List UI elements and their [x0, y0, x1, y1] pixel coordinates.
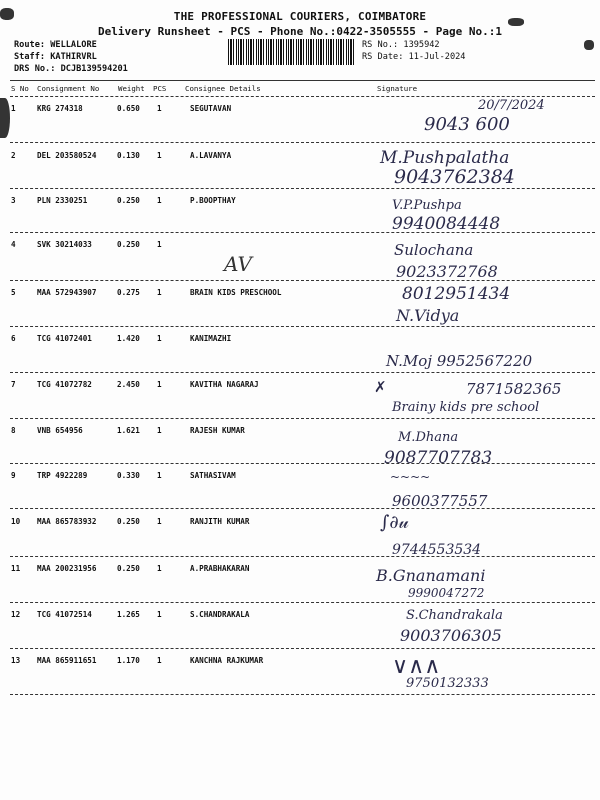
handwriting-row4-phone: 9023372768	[396, 262, 498, 281]
row-divider	[10, 463, 595, 464]
row-divider	[10, 556, 595, 557]
row-consignee: A.LAVANYA	[190, 151, 232, 160]
row-sno: 5	[11, 288, 16, 297]
row-sno: 2	[11, 151, 16, 160]
row-consignee: BRAIN KIDS PRESCHOOL	[190, 288, 282, 297]
barcode-image	[228, 39, 354, 65]
row-consignment-no: PLN 2330251	[37, 196, 88, 205]
handwriting-row3-name: V.P.Pushpa	[392, 198, 462, 213]
col-signature: Signature	[377, 84, 418, 93]
row-pcs: 1	[157, 104, 162, 113]
row-consignee: A.PRABHAKARAN	[190, 564, 250, 573]
row-sno: 6	[11, 334, 16, 343]
row-consignment-no: TRP 4922289	[37, 471, 88, 480]
row-divider	[10, 694, 595, 695]
row-pcs: 1	[157, 517, 162, 526]
col-sno: S No	[11, 84, 29, 93]
row-weight: 1.420	[117, 334, 140, 343]
col-weight: Weight	[118, 84, 145, 93]
row-consignee: P.BOOPTHAY	[190, 196, 236, 205]
row-consignee: KANIMAZHI	[190, 334, 232, 343]
row-divider	[10, 372, 595, 373]
table-row	[0, 334, 600, 346]
handwriting-row3-phone: 9940084448	[392, 214, 501, 234]
handwriting-row11-name: B.Gnanamani	[376, 566, 486, 585]
row-consignee: S.CHANDRAKALA	[190, 610, 250, 619]
row-consignment-no: MAA 865911651	[37, 656, 97, 665]
rs-date: RS Date: 11-Jul-2024	[362, 52, 466, 62]
route-value: WELLALORE	[50, 40, 97, 50]
row-pcs: 1	[157, 656, 162, 665]
handwriting-row12-phone: 9003706305	[400, 626, 502, 645]
row-consignee: SATHASIVAM	[190, 471, 236, 480]
row-sno: 7	[11, 380, 16, 389]
row-consignee: RANJITH KUMAR	[190, 517, 250, 526]
row-sno: 10	[11, 517, 21, 526]
staff-value: KATHIRVRL	[50, 52, 97, 62]
handwriting-row8-name: M.Dhana	[398, 430, 459, 445]
row-consignment-no: MAA 865783932	[37, 517, 97, 526]
table-row	[0, 151, 600, 163]
row-sno: 11	[11, 564, 21, 573]
row-consignee: KAVITHA NAGARAJ	[190, 380, 259, 389]
row-sno: 13	[11, 656, 21, 665]
row-pcs: 1	[157, 380, 162, 389]
table-row	[0, 517, 600, 529]
row-weight: 0.650	[117, 104, 140, 113]
handwriting-row13-signature: ∨∧∧	[392, 654, 441, 679]
row-consignment-no: SVK 30214033	[37, 240, 92, 249]
staff-line	[14, 52, 97, 62]
col-pcs: PCS	[153, 84, 167, 93]
handwriting-row10-phone: 9744553534	[392, 542, 482, 558]
handwriting-row10-signature: ∫∂𝓊	[380, 512, 409, 533]
row-consignee: KANCHNA RAJKUMAR	[190, 656, 264, 665]
row-weight: 0.250	[117, 564, 140, 573]
table-row	[0, 610, 600, 622]
row-weight: 2.450	[117, 380, 140, 389]
handwriting-row9-script: ~~~~	[390, 470, 431, 484]
row-weight: 0.130	[117, 151, 140, 160]
row-consignment-no: KRG 274318	[37, 104, 83, 113]
header-bottom-rule	[10, 96, 595, 97]
column-header-row	[0, 82, 600, 96]
row-consignment-no: VNB 654956	[37, 426, 83, 435]
document-subtitle: Delivery Runsheet - PCS - Phone No.:0422-3505555 - Page No.:1	[98, 25, 502, 38]
handwriting-row6: N.Moj 9952567220	[386, 352, 533, 370]
row-consignment-no: TCG 41072401	[37, 334, 92, 343]
row-weight: 0.275	[117, 288, 140, 297]
row-sno: 1	[11, 104, 16, 113]
document-title: THE PROFESSIONAL COURIERS, COIMBATORE	[173, 10, 427, 23]
row-weight: 1.170	[117, 656, 140, 665]
table-row	[0, 471, 600, 483]
rs-number: RS No.: 1395942	[362, 40, 440, 50]
row-pcs: 1	[157, 240, 162, 249]
row-sno: 12	[11, 610, 21, 619]
handwriting-row12-name: S.Chandrakala	[406, 608, 503, 623]
row-weight: 0.250	[117, 240, 140, 249]
row-consignment-no: TCG 41072782	[37, 380, 92, 389]
row-consignment-no: TCG 41072514	[37, 610, 92, 619]
row-divider	[10, 280, 595, 281]
row-pcs: 1	[157, 471, 162, 480]
handwriting-row13-phone: 9750132333	[406, 676, 489, 691]
row-weight: 0.250	[117, 517, 140, 526]
row-divider	[10, 508, 595, 509]
row-divider	[10, 232, 595, 233]
row-pcs: 1	[157, 564, 162, 573]
row-divider	[10, 326, 595, 327]
row-divider	[10, 418, 595, 419]
table-row	[0, 196, 600, 208]
handwriting-row5-name: N.Vidya	[396, 306, 460, 325]
row-pcs: 1	[157, 426, 162, 435]
header-top-rule	[10, 80, 595, 81]
row-divider	[10, 602, 595, 603]
drs-label: DRS No.:	[14, 64, 56, 74]
handwriting-row5-phone: 8012951434	[402, 284, 511, 304]
row-pcs: 1	[157, 288, 162, 297]
row-pcs: 1	[157, 610, 162, 619]
row-divider	[10, 188, 595, 189]
col-consignment: Consignment No	[37, 84, 100, 93]
scribble-mark: ✗	[374, 378, 387, 396]
handwriting-row2-phone: 9043762384	[394, 166, 515, 188]
handwriting-row8-phone: 9087707783	[384, 448, 493, 468]
row-weight: 0.250	[117, 196, 140, 205]
drs-value: DCJB139594201	[60, 64, 128, 74]
row-consignee: SEGUTAVAN	[190, 104, 232, 113]
table-row	[0, 240, 600, 252]
row-pcs: 1	[157, 151, 162, 160]
scan-smudge-right	[584, 40, 594, 50]
table-row	[0, 656, 600, 668]
handwriting-row7-name: Brainy kids pre school	[392, 400, 540, 415]
row-weight: 1.265	[117, 610, 140, 619]
row-weight: 1.621	[117, 426, 140, 435]
row-sno: 4	[11, 240, 16, 249]
staff-label: Staff:	[14, 52, 46, 62]
row-pcs: 1	[157, 334, 162, 343]
route-line	[14, 40, 97, 50]
row-consignment-no: DEL 203580524	[37, 151, 97, 160]
handwriting-row11-phone: 9990047272	[408, 586, 485, 600]
row-sno: 9	[11, 471, 16, 480]
route-label: Route:	[14, 40, 46, 50]
row-consignee: RAJESH KUMAR	[190, 426, 245, 435]
row-consignment-no: MAA 572943907	[37, 288, 97, 297]
row-divider	[10, 142, 595, 143]
row-pcs: 1	[157, 196, 162, 205]
row-sno: 3	[11, 196, 16, 205]
drs-line	[14, 64, 128, 74]
handwriting-row1-date: 20/7/2024	[478, 98, 545, 113]
table-row	[0, 564, 600, 576]
col-consignee: Consignee Details	[185, 84, 261, 93]
handwriting-row2-name: M.Pushpalatha	[380, 148, 510, 168]
handwriting-row9-phone: 9600377557	[392, 492, 488, 510]
row-consignment-no: MAA 200231956	[37, 564, 97, 573]
handwriting-row4-name: Sulochana	[394, 241, 474, 259]
row-weight: 0.330	[117, 471, 140, 480]
handwriting-row1-phone: 9043 600	[424, 114, 510, 135]
initials-mark: AV	[224, 252, 252, 276]
row-sno: 8	[11, 426, 16, 435]
table-row	[0, 426, 600, 438]
handwriting-row7-phone: 7871582365	[466, 380, 562, 398]
row-divider	[10, 648, 595, 649]
